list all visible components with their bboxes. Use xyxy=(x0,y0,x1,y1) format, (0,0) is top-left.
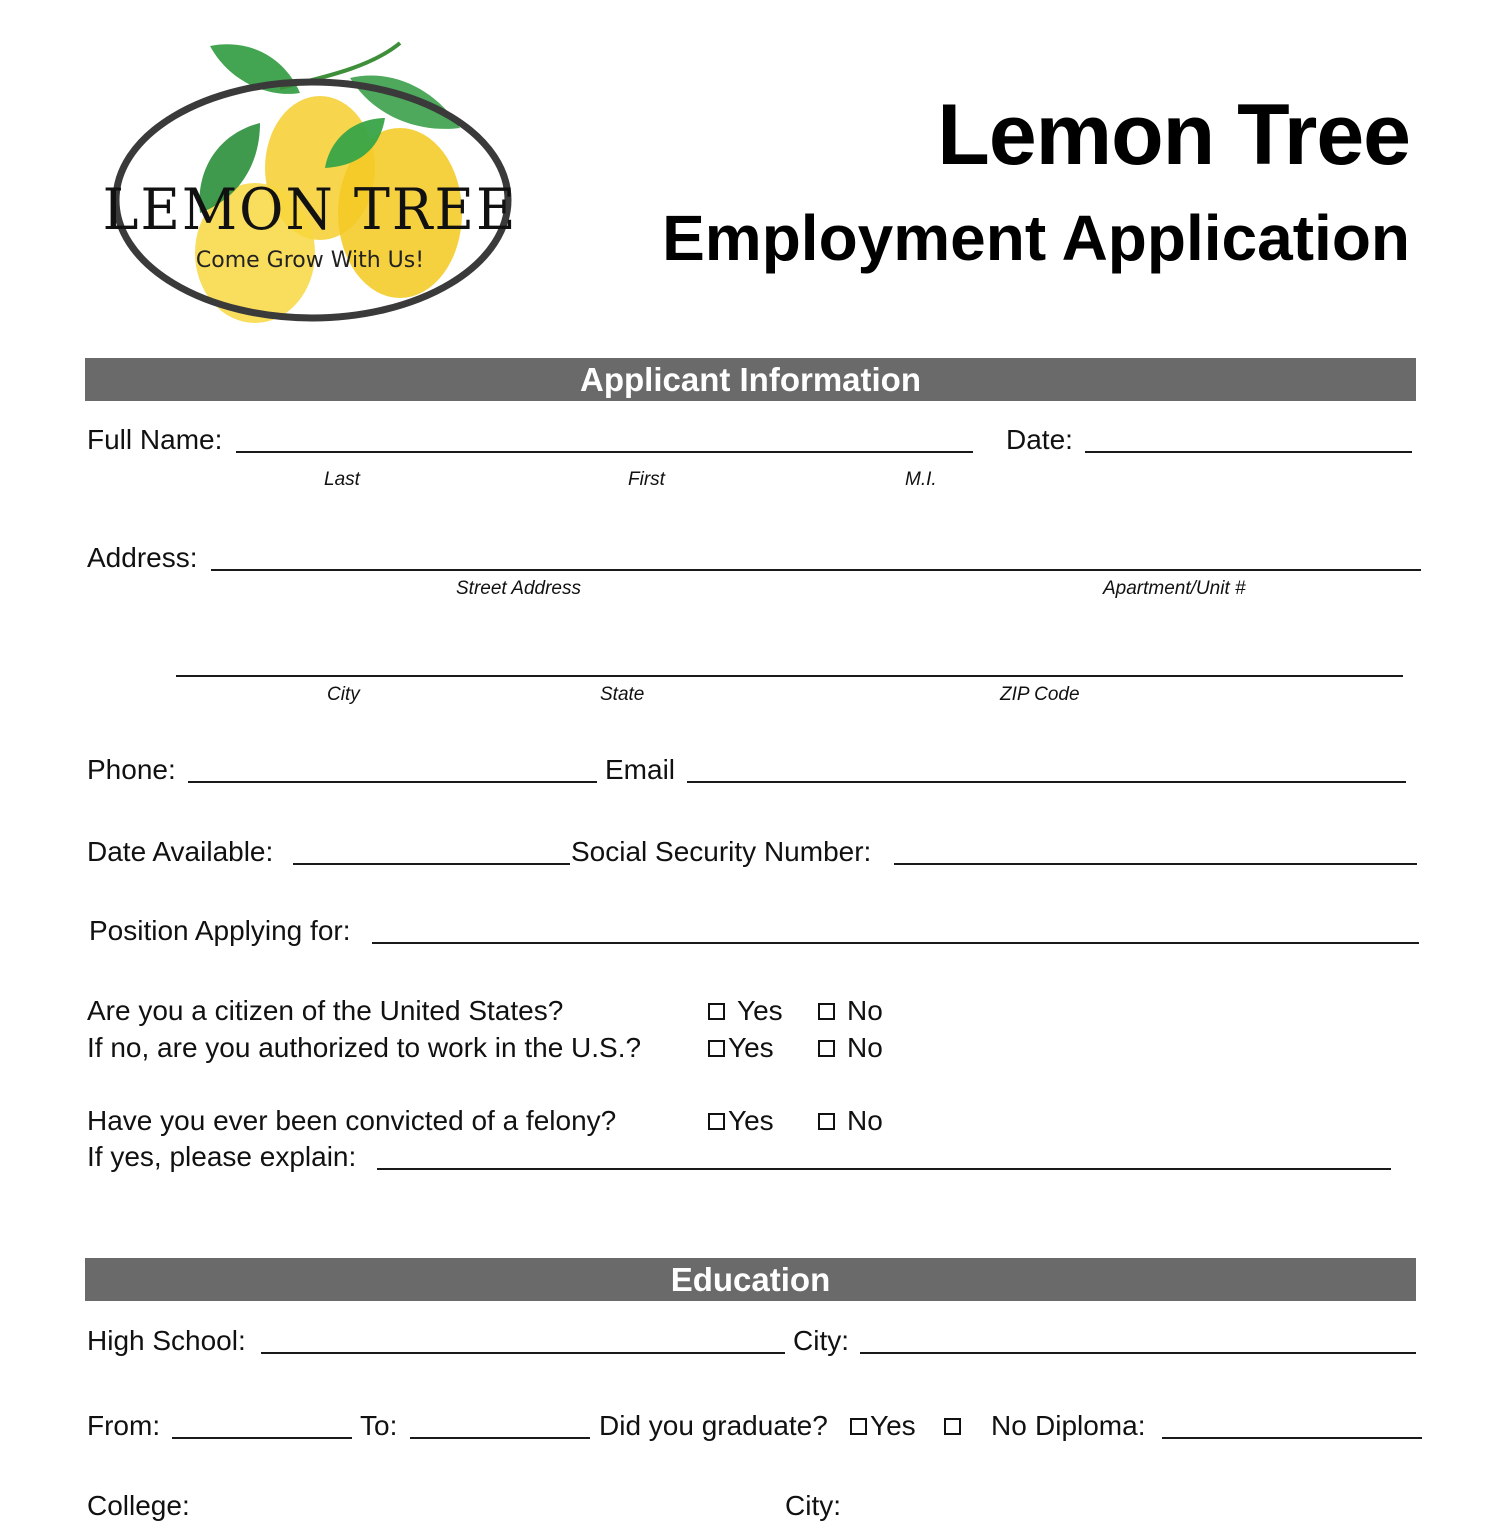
high-school-label: High School: xyxy=(87,1325,246,1356)
citizen-yes-label: Yes xyxy=(737,995,783,1026)
full-name-sublabel-first: First xyxy=(628,469,665,490)
email-label: Email xyxy=(605,754,676,785)
high-school-field[interactable] xyxy=(261,1352,785,1354)
checkbox-icon[interactable] xyxy=(708,1040,725,1057)
date-field[interactable] xyxy=(1085,451,1412,453)
authorized-yes-label: Yes xyxy=(728,1032,774,1063)
to-label: To: xyxy=(360,1410,398,1441)
date-available-label: Date Available: xyxy=(87,836,274,867)
authorized-question: If no, are you authorized to work in the U.S.? xyxy=(87,1032,642,1063)
felony-yes-option[interactable] xyxy=(708,1107,774,1135)
full-name-field[interactable] xyxy=(236,451,973,453)
address-sublabel-city: City xyxy=(327,684,360,705)
full-name-label: Full Name: xyxy=(87,424,223,455)
page-subtitle: Employment Application xyxy=(662,202,1410,274)
address-sublabel-zip: ZIP Code xyxy=(1000,684,1080,705)
authorized-yes-option[interactable] xyxy=(708,1034,774,1062)
graduate-no-option[interactable] xyxy=(944,1412,1027,1440)
checkbox-icon[interactable] xyxy=(818,1113,835,1130)
section-header-education: Education xyxy=(85,1258,1416,1301)
checkbox-icon[interactable] xyxy=(708,1003,725,1020)
hs-city-field[interactable] xyxy=(860,1352,1416,1354)
from-label: From: xyxy=(87,1410,161,1441)
full-name-sublabel-last: Last xyxy=(324,469,360,490)
explain-field[interactable] xyxy=(377,1168,1391,1170)
authorized-no-option[interactable] xyxy=(818,1034,883,1062)
hs-city-label: City: xyxy=(793,1325,849,1356)
authorized-no-label: No xyxy=(847,1032,883,1063)
logo-tagline: Come Grow With Us! xyxy=(195,248,425,273)
address-label: Address: xyxy=(87,542,198,573)
to-field[interactable] xyxy=(410,1437,590,1439)
citizen-question: Are you a citizen of the United States? xyxy=(87,995,564,1026)
ssn-label: Social Security Number: xyxy=(571,836,872,867)
date-label: Date: xyxy=(1006,424,1073,455)
felony-yes-label: Yes xyxy=(728,1105,774,1136)
address-sublabel-state: State xyxy=(600,684,645,705)
page-title: Lemon Tree xyxy=(937,87,1410,183)
citizen-no-option[interactable] xyxy=(818,997,883,1025)
email-field[interactable] xyxy=(687,781,1406,783)
logo-brand-text: LEMON TREE xyxy=(102,176,518,243)
college-label: College: xyxy=(87,1490,190,1521)
position-label: Position Applying for: xyxy=(89,915,351,946)
company-logo xyxy=(100,38,520,328)
checkbox-icon[interactable] xyxy=(818,1003,835,1020)
checkbox-icon[interactable] xyxy=(708,1113,725,1130)
full-name-sublabel-mi: M.I. xyxy=(905,469,937,490)
felony-question: Have you ever been convicted of a felony? xyxy=(87,1105,617,1136)
graduate-no-label: No xyxy=(991,1410,1027,1441)
checkbox-icon[interactable] xyxy=(850,1418,867,1435)
felony-no-option[interactable] xyxy=(818,1107,883,1135)
ssn-field[interactable] xyxy=(894,863,1417,865)
phone-label: Phone: xyxy=(87,754,176,785)
position-field[interactable] xyxy=(372,942,1419,944)
address-sublabel-street: Street Address xyxy=(456,578,581,599)
street-address-field[interactable] xyxy=(211,569,1421,571)
citizen-no-label: No xyxy=(847,995,883,1026)
college-city-label: City: xyxy=(785,1490,841,1521)
citizen-yes-option[interactable] xyxy=(708,997,783,1025)
date-available-field[interactable] xyxy=(293,863,570,865)
graduate-question: Did you graduate? xyxy=(599,1410,828,1441)
from-field[interactable] xyxy=(172,1437,352,1439)
checkbox-icon[interactable] xyxy=(818,1040,835,1057)
checkbox-icon[interactable] xyxy=(944,1418,961,1435)
diploma-label: Diploma: xyxy=(1035,1410,1146,1441)
diploma-field[interactable] xyxy=(1162,1437,1422,1439)
graduate-yes-label: Yes xyxy=(870,1410,916,1441)
felony-no-label: No xyxy=(847,1105,883,1136)
address-sublabel-apartment: Apartment/Unit # xyxy=(1103,578,1246,599)
phone-field[interactable] xyxy=(188,781,597,783)
section-header-applicant-information: Applicant Information xyxy=(85,358,1416,401)
graduate-yes-option[interactable] xyxy=(850,1412,916,1440)
city-state-zip-field[interactable] xyxy=(176,675,1403,677)
explain-label: If yes, please explain: xyxy=(87,1141,357,1172)
